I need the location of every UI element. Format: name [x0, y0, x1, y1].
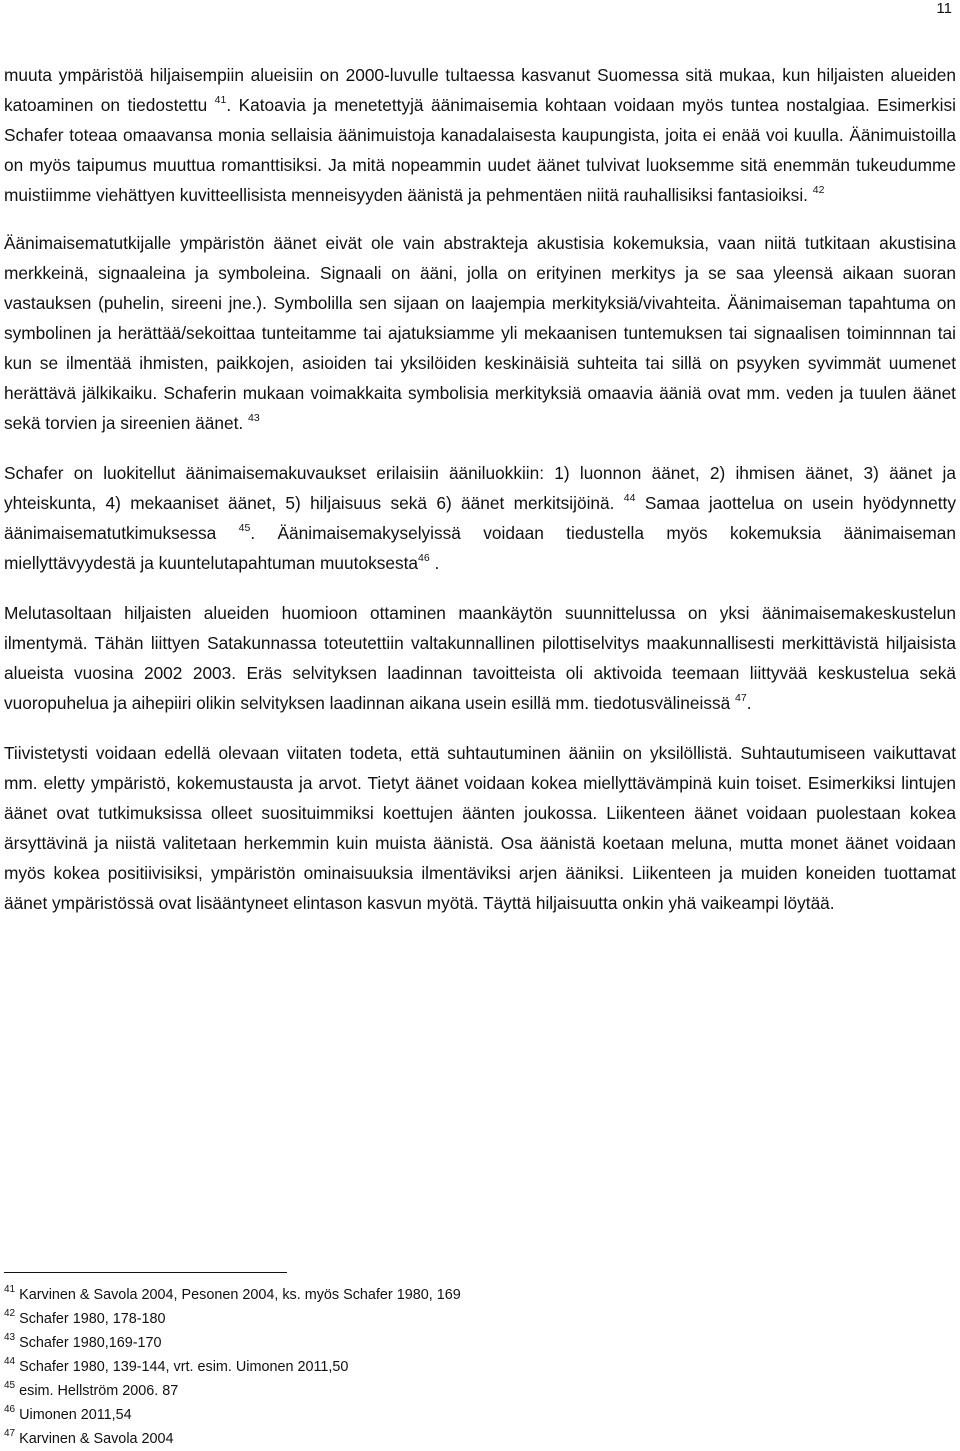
footnote-text: Karvinen & Savola 2004	[15, 1431, 174, 1447]
footnote	[4, 1355, 704, 1379]
text-run: . Katoavia ja menetettyjä äänimaisemia kohtaan voidaan myös tuntea nostalgiaa. Esimerkisi Schafer toteaa omaavansa monia sellaisia äänimuistoja kanadalaisesta kaupungista, joita ei enää voi kuulla. Äänimuistoilla on myös taipumus muuttua romanttisiksi. Ja mitä nopeammin uudet äänet tulvivat luoksemme sitä enemmän tukeudumme muistiimme viehättyen kuvitteellisista menneisyyden äänistä ja pehmentäen niitä rauhallisiksi fantasioiksi.	[4, 95, 956, 205]
footnote	[4, 1379, 704, 1403]
text-run: Samaa jaottelua on usein hyödynnetty äänimaisematutkimuksessa	[4, 493, 956, 543]
text-run: . Äänimaisemakyselyissä voidaan tiedustella myös kokemuksia äänimaiseman miellyttävyydestä ja kuuntelutapahtuman muutoksesta	[4, 523, 956, 573]
footnote-text: Schafer 1980, 178-180	[15, 1311, 166, 1327]
footnote-reference: 47	[735, 692, 747, 704]
footnote-number: 41	[4, 1284, 16, 1295]
footnote-number: 43	[4, 1332, 16, 1343]
text-run: Äänimaisematutkijalle ympäristön äänet eivät ole vain abstrakteja akustisia kokemuksia, vaan niitä tutkitaan akustisina merkkeinä, signaaleina ja symboleina. Signaali on ääni, jolla on erityinen merkitys ja se saa yleensä aikaan suoran vastauksen (puhelin, sireeni jne.). Symbolilla sen sijaan on laajempia merkityksiä/vivahteita. Äänimaiseman tapahtuma on symbolinen ja herättää/sekoittaa tunteitamme tai ajatuksiamme yli mekaanisen tuntemuksen tai signaalisen toiminnnan tai kun se ilmentää ihmisten, paikkojen, asioiden tai yksilöiden keskinäisiä suhteita tai sillä on psyyken syvimmät uumenet herättävä jälkikaiku. Schaferin mukaan voimakkaita symbolisia merkityksiä omaavia ääniä ovat mm. veden ja tuulen äänet sekä torvien ja sireenien äänet.	[4, 233, 956, 433]
footnote-reference: 46	[418, 552, 430, 564]
footnote-reference: 44	[623, 492, 636, 504]
footnote-number: 42	[4, 1308, 16, 1319]
text-run: Tiivistetysti voidaan edellä olevaan viitaten todeta, että suhtautuminen ääniin on yksilöllistä. Suhtautumiseen vaikuttavat mm. eletty ympäristö, kokemustausta ja arvot. Tietyt äänet voidaan kokea miellyttävämpinä kuin toiset. Esimerkiksi lintujen äänet ovat tutkimuksissa olleet suosituimmiksi koettujen äänten joukossa. Liikenteen äänet voidaan puolestaan kokea ärsyttävinä ja niistä valitetaan herkemmin kuin muista äänistä. Osa äänistä koetaan meluna, mutta monet äänet voidaan myös kokea positiivisiksi, ympäristön ominaisuuksia ilmentäviksi arjen ääniksi. Liikenteen ja muiden koneiden tuottamat äänet ympäristössä ovat lisääntyneet elintason kasvun myötä. Täyttä hiljaisuutta onkin yhä vaikeampi löytää.	[4, 743, 956, 913]
paragraph	[4, 598, 956, 718]
footnotes	[4, 1283, 704, 1451]
footnote	[4, 1307, 704, 1331]
text-run: Schafer on luokitellut äänimaisemakuvaukset erilaisiin ääniluokkiin: 1) luonnon äänet, 2) ihmisen äänet, 3) äänet ja yhteiskunta, 4) mekaaniset äänet, 5) hiljaisuus sekä 6) äänet merkitsijöinä.	[4, 463, 956, 513]
footnote-text: Schafer 1980, 139-144, vrt. esim. Uimonen 2011,50	[15, 1359, 349, 1375]
page-number: 11	[936, 0, 952, 17]
footnote-separator	[4, 1272, 287, 1273]
body-text	[4, 60, 956, 938]
footnote	[4, 1331, 704, 1355]
text-run: .	[746, 693, 752, 713]
text-run: Melutasoltaan hiljaisten alueiden huomioon ottaminen maankäytön suunnittelussa on yksi äänimaisemakeskustelun ilmentymä. Tähän liittyen Satakunnassa toteutettiin valtakunnallinen pilottiselvitys maakunnallisesti merkittävistä hiljaisista alueista vuosina 2002 2003. Eräs selvityksen laadinnan tavoitteista oli aktivoida teemaan liittyvää keskustelua sekä vuoropuhelua ja aihepiiri olikin selvityksen laadinnan aikana usein esillä mm. tiedotusvälineissä	[4, 603, 956, 713]
text-run: muuta ympäristöä hiljaisempiin alueisiin on 2000-luvulle tultaessa kasvanut Suomessa sitä mukaa, kun hiljaisten alueiden katoaminen on tiedostettu	[4, 65, 956, 115]
footnote-number: 45	[4, 1380, 16, 1391]
footnote	[4, 1403, 704, 1427]
paragraph	[4, 738, 956, 918]
footnote-text: esim. Hellström 2006. 87	[15, 1383, 179, 1399]
footnote	[4, 1427, 704, 1451]
footnote-number: 44	[4, 1356, 16, 1367]
footnote-reference: 45	[238, 522, 251, 534]
footnote-reference: 42	[812, 184, 825, 196]
paragraph	[4, 228, 956, 438]
paragraph	[4, 458, 956, 578]
footnote-text: Karvinen & Savola 2004, Pesonen 2004, ks. myös Schafer 1980, 169	[15, 1287, 461, 1303]
footnote-text: Schafer 1980,169-170	[15, 1335, 162, 1351]
footnote-reference: 43	[248, 412, 260, 424]
footnote-number: 46	[4, 1404, 16, 1415]
text-run: .	[429, 553, 440, 573]
footnote-text: Uimonen 2011,54	[15, 1407, 132, 1423]
paragraph	[4, 60, 956, 210]
footnote-reference: 41	[214, 94, 227, 106]
footnote	[4, 1283, 704, 1307]
footnote-number: 47	[4, 1428, 16, 1439]
